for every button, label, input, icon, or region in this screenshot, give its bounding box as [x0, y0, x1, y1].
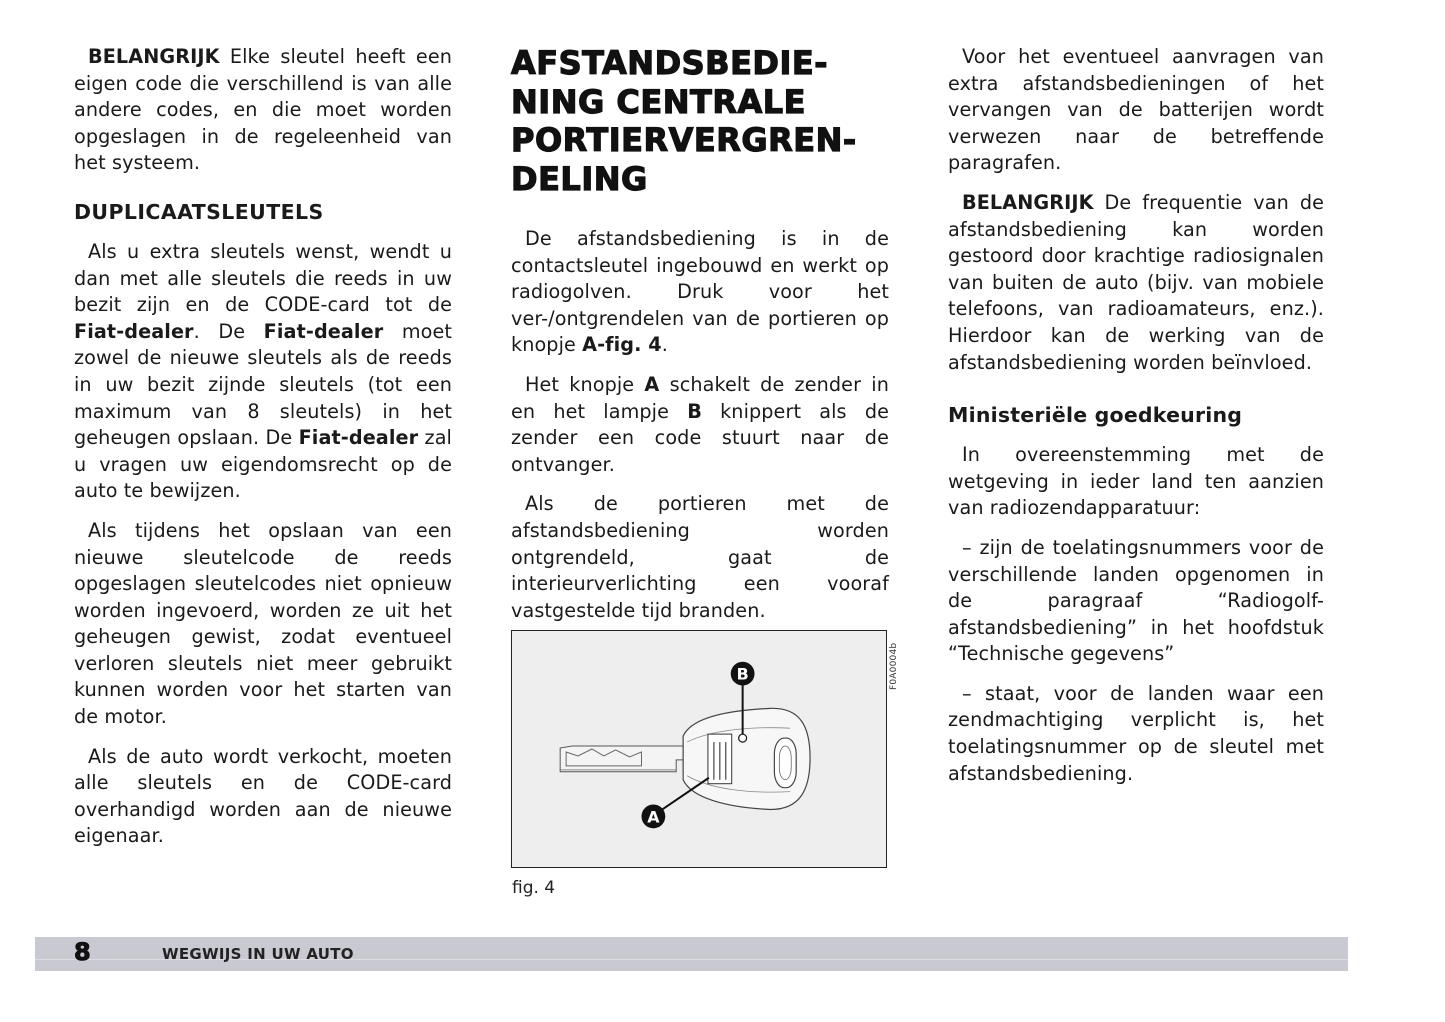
paragraph-extra-keys: Als u extra sleutels wenst, wendt u dan met alle sleutels die reeds in uw bezit zijn en de CODE-card tot de Fiat-dealer. De Fiat-dealer moet zowel de nieuwe sleutels als de reeds in uw bezit zijnde sleutels (tot een maximum van 8 sleutels) in het geheugen opslaan. De Fiat-dealer zal u vragen uw eigendomsrecht op de auto te bewijzen.	[74, 239, 452, 503]
callout-b-icon	[731, 662, 755, 686]
middle-column	[511, 44, 889, 637]
section-heading-ministerial-approval: Ministeriële goedkeuring	[948, 403, 1243, 428]
figure-code: F0A0004b	[889, 642, 899, 690]
paragraph-key-codes-erased: Als tijdens het opslaan van een nieuwe sleutelcode de reeds opgeslagen sleutelcodes niet opnieuw worden ingevoerd, worden ze uit het geheugen gewist, zodat eventueel verloren sleutels niet meer gebruikt kunnen worden voor het starten van de motor.	[74, 518, 452, 729]
paragraph-interior-light: Als de portieren met de afstandsbediening worden ontgrendeld, gaat de interieurverlichting een vooraf vastgestelde tijd branden.	[511, 492, 889, 622]
led-b-icon	[739, 734, 747, 742]
paragraph-extra-remotes: Voor het eventueel aanvragen van extra afstandsbedieningen of het vervangen van de batterijen wordt verwezen naar de betreffende paragrafen.	[948, 45, 1324, 175]
key-head-icon	[683, 708, 810, 809]
important-note-frequency: BELANGRIJK De frequentie van de afstandsbediening kan worden gestoord door krachtige radiosignalen van buiten de auto (bijv. van mobiele telefoons, van radioamateurs, enz.). Hierdoor kan de werking van de afstandsbediening worden beïnvloed.	[948, 190, 1324, 374]
callout-a-icon	[641, 805, 665, 829]
key-illustration	[512, 631, 886, 867]
section-heading-duplicate-keys: DUPLICAATSLEUTELS	[74, 199, 324, 224]
key-blade-icon	[560, 746, 689, 772]
paragraph-button-a-led-b: Het knopje A schakelt de zender in en het lampje B knippert als de zender een code stuurt naar de ontvanger.	[511, 372, 889, 476]
page-number: 8	[74, 938, 91, 966]
paragraph-legislation: In overeenstemming met de wetgeving in ieder land ten aanzien van radiozendapparatuur:	[948, 443, 1324, 520]
important-label: BELANGRIJK	[88, 45, 220, 68]
paragraph-remote-in-key: De afstandsbediening is in de contactsleutel ingebouwd en werkt op radiogolven. Druk voor het ver-/ontgrendelen van de portieren op knopje A-fig. 4.	[511, 227, 889, 357]
right-column	[948, 44, 1324, 800]
paragraph-car-sold: Als de auto wordt verkocht, moeten alle sleutels en de CODE-card overhandigd worden aan de nieuwe eigenaar.	[74, 744, 452, 848]
figure-key-remote	[511, 630, 887, 868]
svg-text:A: A	[647, 807, 660, 827]
list-item-approval-numbers: – zijn de toelatingsnummers voor de verschillende landen opgenomen in de paragraaf “Radiogolf-afstandsbediening” in het hoofdstuk “Technische gegevens”	[948, 535, 1324, 666]
important-label: BELANGRIJK	[962, 190, 1094, 214]
main-heading-remote-central-locking: AFSTANDSBEDIE- NING CENTRALE PORTIERVERGREN- DELING	[511, 44, 857, 198]
list-item-transmission-permit: – staat, voor de landen waar een zendmachtiging verplicht is, het toelatingsnummer op de sleutel met afstandsbediening.	[948, 681, 1324, 785]
button-a-icon	[708, 734, 732, 784]
left-column	[74, 44, 452, 863]
svg-text:B: B	[736, 664, 749, 684]
important-note-key-code: BELANGRIJK Elke sleutel heeft een eigen code die verschillend is van alle andere codes, en die moet worden opgeslagen in de regeleenheid van het systeem.	[74, 45, 452, 175]
figure-caption: fig. 4	[512, 878, 556, 898]
chapter-title: WEGWIJS IN UW AUTO	[162, 945, 354, 963]
